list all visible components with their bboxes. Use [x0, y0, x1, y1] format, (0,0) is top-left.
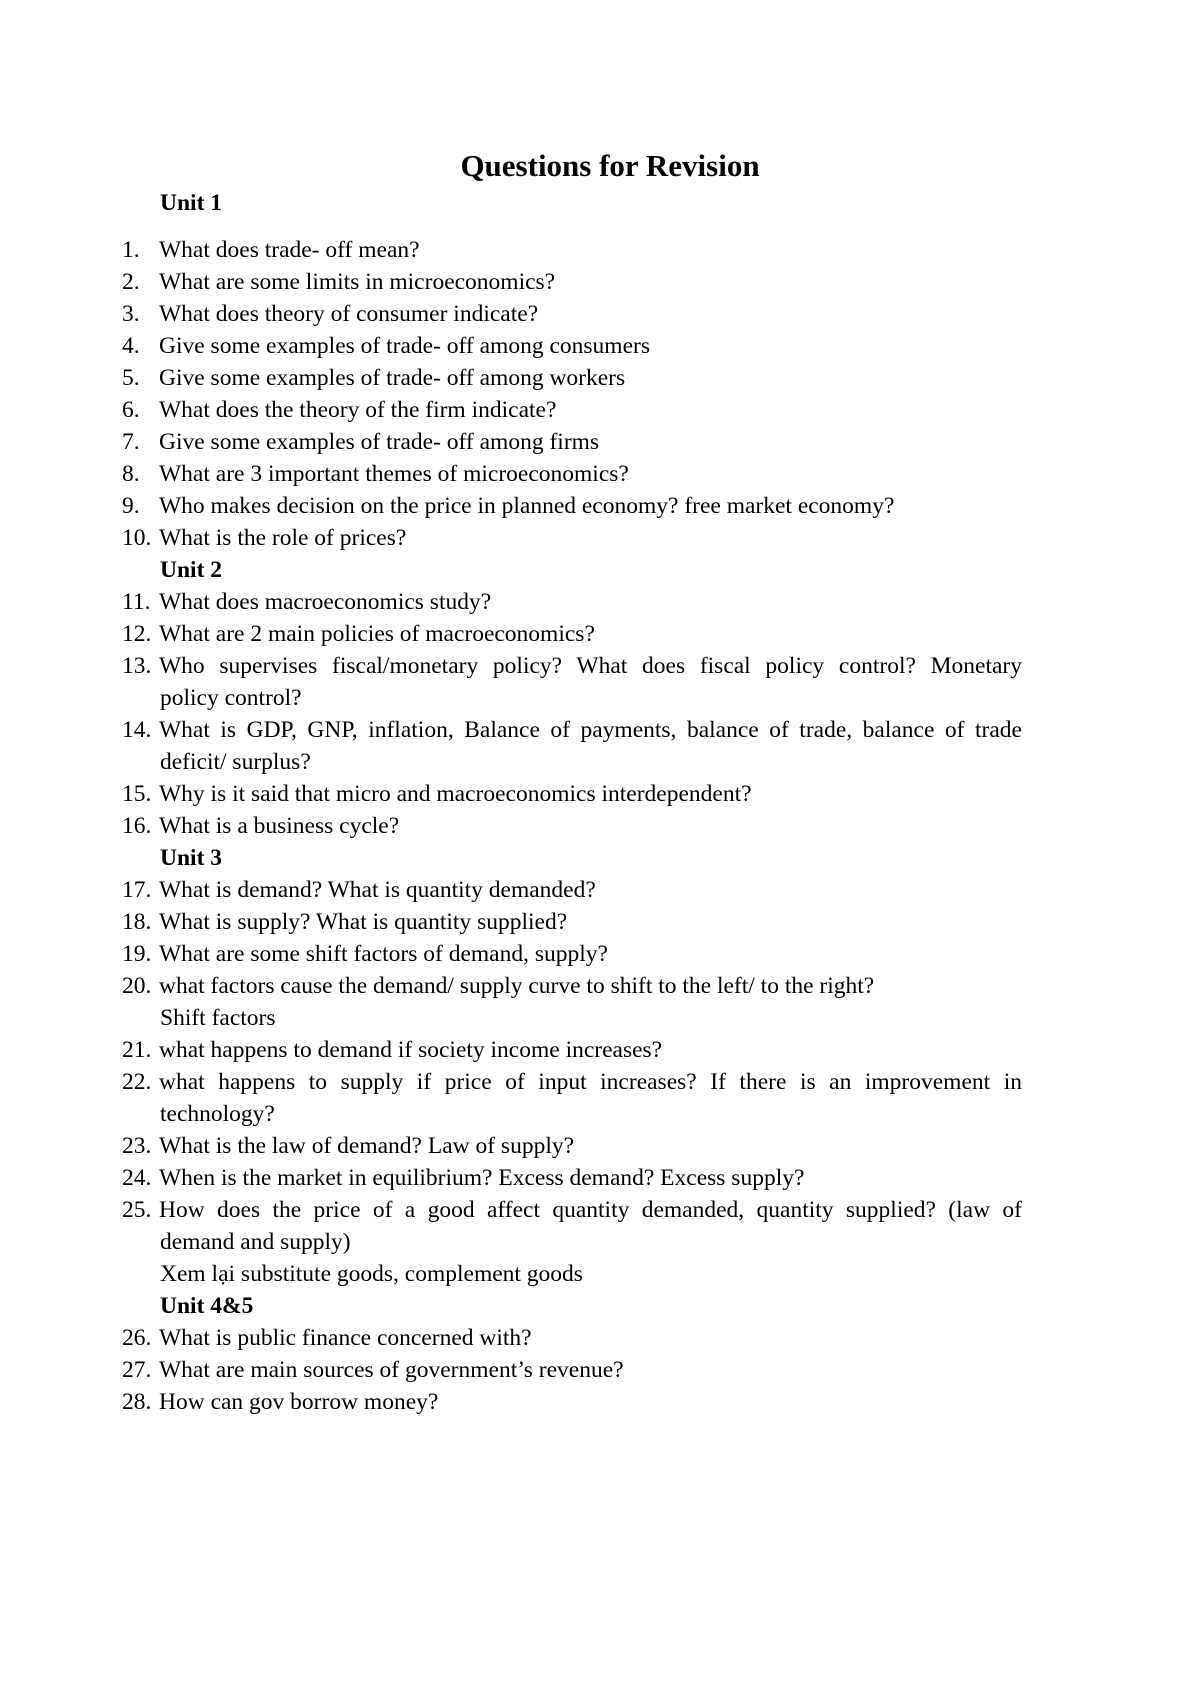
question-25-continuation: demand and supply)	[160, 1229, 351, 1255]
question-number: 3.	[122, 301, 140, 327]
question-text: Give some examples of trade- off among workers	[159, 365, 626, 391]
question-number: 18.	[122, 909, 152, 935]
question-number: 1.	[122, 237, 140, 263]
question-15	[122, 779, 752, 809]
question-number: 24.	[122, 1165, 152, 1191]
question-number: 28.	[122, 1389, 152, 1415]
question-27	[122, 1355, 624, 1385]
question-9	[122, 491, 894, 521]
question-text: What are 3 important themes of microeconomics?	[159, 461, 629, 487]
question-number: 21.	[122, 1037, 152, 1063]
question-text: What is the law of demand? Law of supply?	[159, 1133, 575, 1159]
question-number: 2.	[122, 269, 140, 295]
question-text: What is a business cycle?	[159, 813, 400, 839]
question-17	[122, 875, 596, 905]
page-title: Questions for Revision	[460, 148, 760, 183]
question-text: How can gov borrow money?	[159, 1389, 439, 1415]
question-number: 7.	[122, 429, 140, 455]
question-12	[122, 619, 595, 649]
question-14	[122, 715, 1022, 745]
question-number: 13.	[122, 653, 152, 679]
question-number: 11.	[122, 589, 151, 615]
question-number: 10.	[122, 525, 152, 551]
question-text: What does theory of consumer indicate?	[159, 301, 539, 327]
question-text: What is the role of prices?	[159, 525, 407, 551]
question-number: 15.	[122, 781, 152, 807]
question-text: When is the market in equilibrium? Excess demand? Excess supply?	[159, 1165, 805, 1191]
question-25	[122, 1195, 1022, 1225]
question-28	[122, 1387, 438, 1417]
question-text: Who makes decision on the price in planned economy? free market economy?	[159, 493, 895, 519]
question-14-continuation: deficit/ surplus?	[160, 749, 311, 775]
question-number: 27.	[122, 1357, 152, 1383]
question-number: 20.	[122, 973, 152, 999]
question-text: Why is it said that micro and macroeconomics interdependent?	[159, 781, 752, 807]
question-text: What is demand? What is quantity demanded?	[159, 877, 596, 903]
question-text: What does trade- off mean?	[159, 237, 420, 263]
question-text: What is public finance concerned with?	[159, 1325, 532, 1351]
question-number: 26.	[122, 1325, 152, 1351]
question-number: 9.	[122, 493, 140, 519]
question-text: What is GDP, GNP, inflation, Balance of payments, balance of trade, balance of trade	[159, 717, 1022, 743]
question-5	[122, 363, 625, 393]
question-text: What are main sources of government’s revenue?	[159, 1357, 624, 1383]
question-13-continuation: policy control?	[160, 685, 302, 711]
question-number: 6.	[122, 397, 140, 423]
question-24	[122, 1163, 804, 1193]
question-number: 22.	[122, 1069, 152, 1095]
question-3	[122, 299, 538, 329]
unit-heading-3: Unit 3	[160, 845, 223, 871]
unit-heading-4-5: Unit 4&5	[160, 1293, 254, 1319]
question-number: 16.	[122, 813, 152, 839]
question-text: what happens to demand if society income increases?	[159, 1037, 663, 1063]
question-text: Give some examples of trade- off among firms	[159, 429, 600, 455]
question-11	[122, 587, 491, 617]
question-2	[122, 267, 555, 297]
question-10	[122, 523, 406, 553]
question-number: 17.	[122, 877, 152, 903]
question-25-note: Xem lại substitute goods, complement goods	[160, 1261, 583, 1287]
unit-heading-2: Unit 2	[160, 557, 223, 583]
question-number: 4.	[122, 333, 140, 359]
question-22	[122, 1067, 1022, 1097]
question-number: 8.	[122, 461, 140, 487]
question-number: 19.	[122, 941, 152, 967]
question-number: 25.	[122, 1197, 152, 1223]
question-number: 5.	[122, 365, 140, 391]
question-text: what happens to supply if price of input increases? If there is an improvement in	[159, 1069, 1022, 1095]
question-20-continuation: Shift factors	[160, 1005, 276, 1031]
question-number: 23.	[122, 1133, 152, 1159]
question-text: What are some shift factors of demand, supply?	[159, 941, 608, 967]
question-8	[122, 459, 629, 489]
question-number: 14.	[122, 717, 152, 743]
question-text: What are 2 main policies of macroeconomics?	[159, 621, 595, 647]
question-21	[122, 1035, 662, 1065]
question-number: 12.	[122, 621, 152, 647]
question-text: What does the theory of the firm indicate?	[159, 397, 557, 423]
question-4	[122, 331, 650, 361]
question-text: What are some limits in microeconomics?	[159, 269, 556, 295]
question-18	[122, 907, 567, 937]
question-13	[122, 651, 1022, 681]
question-26	[122, 1323, 532, 1353]
question-text: What does macroeconomics study?	[159, 589, 492, 615]
question-20	[122, 971, 874, 1001]
question-22-continuation: technology?	[160, 1101, 275, 1127]
question-text: what factors cause the demand/ supply curve to shift to the left/ to the right?	[159, 973, 875, 999]
question-23	[122, 1131, 574, 1161]
question-7	[122, 427, 599, 457]
question-1	[122, 235, 420, 265]
question-text: What is supply? What is quantity supplied?	[159, 909, 568, 935]
question-6	[122, 395, 556, 425]
unit-heading-1: Unit 1	[160, 190, 223, 216]
question-19	[122, 939, 608, 969]
question-text: Who supervises fiscal/monetary policy? What does fiscal policy control? Monetary	[159, 653, 1022, 679]
question-16	[122, 811, 399, 841]
question-text: How does the price of a good affect quantity demanded, quantity supplied? (law of	[159, 1197, 1022, 1223]
question-text: Give some examples of trade- off among consumers	[159, 333, 650, 359]
